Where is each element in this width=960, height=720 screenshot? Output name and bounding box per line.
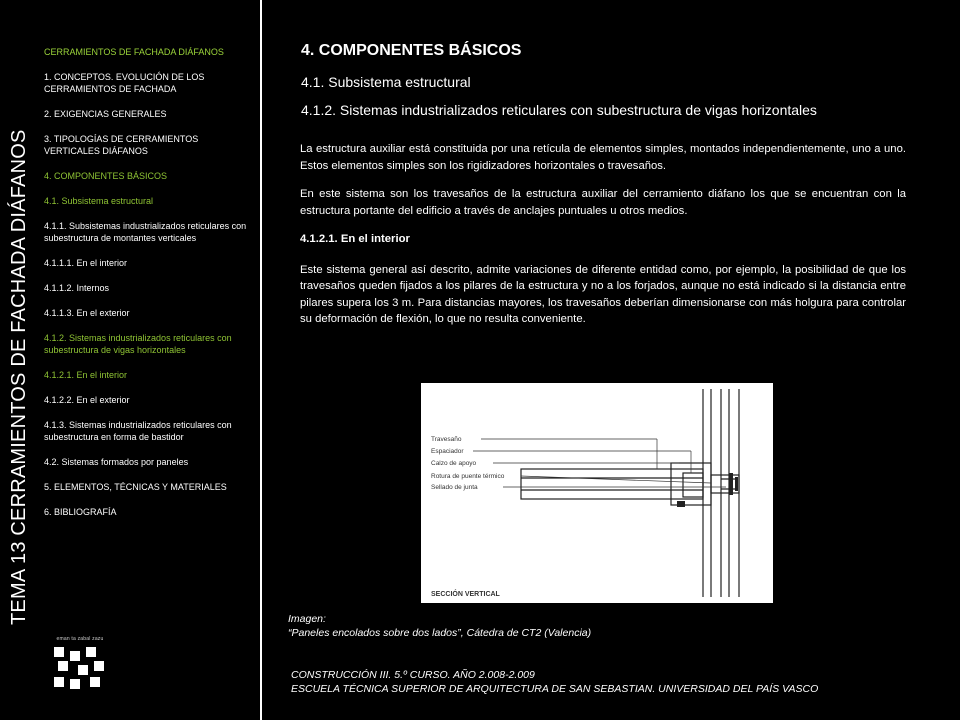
nav-item[interactable]: 4.1.3. Sistemas industrializados reticulares con subestructura en forma de bastidor	[44, 420, 232, 442]
footer-course: CONSTRUCCIÓN III. 5.º CURSO. AÑO 2.008-2.009	[291, 669, 535, 681]
nav-item[interactable]: 4.1.1.2. Internos	[44, 283, 110, 293]
caption-text: “Paneles encolados sobre dos lados”, Cátedra de CT2 (Valencia)	[288, 627, 592, 639]
nav-item[interactable]: 3. TIPOLOGÍAS DE CERRAMIENTOS VERTICALES DIÁFANOS	[44, 134, 199, 156]
figure-label: Calzo de apoyo	[431, 460, 477, 467]
footer	[291, 668, 818, 696]
image-caption	[288, 612, 591, 640]
nav-item[interactable]: 2. EXIGENCIAS GENERALES	[44, 109, 167, 119]
nav-item[interactable]: 4. COMPONENTES BÁSICOS	[44, 171, 168, 181]
body-text	[300, 141, 906, 340]
paragraph-3: Este sistema general así descrito, admite variaciones de diferente entidad como, por ejemplo, la posibilidad de que los travesaños queden fijados a los pilares de la estructura y no a los forjados, aunque no está indicado si la distancia entre pilares supera los 3 m. Para distancias mayores, los travesaños deberían dimensionarse con más holgura para controlar su deformación de flexión, lo que no resulta conveniente.	[300, 263, 906, 325]
side-title: TEMA 13 CERRAMIENTOS DE FACHADA DIÁFANOS	[8, 129, 30, 625]
nav-item[interactable]: 4.1.2. Sistemas industrializados reticulares con subestructura de vigas horizontales	[44, 333, 232, 355]
sidebar-nav	[44, 46, 256, 531]
footer-school: ESCUELA TÉCNICA SUPERIOR DE ARQUITECTURA DE SAN SEBASTIAN. UNIVERSIDAD DEL PAÍS VASCO	[291, 683, 819, 695]
sidebar-divider	[260, 0, 262, 720]
nav-item[interactable]: 4.1.2.1. En el interior	[44, 370, 128, 380]
nav-item[interactable]: 6. BIBLIOGRAFÍA	[44, 507, 117, 517]
nav-item[interactable]: 4.1.1.3. En el exterior	[44, 308, 130, 318]
nav-item[interactable]: 5. ELEMENTOS, TÉCNICAS Y MATERIALES	[44, 482, 227, 492]
heading-level3: 4.1.2. Sistemas industrializados reticulares con subestructura de vigas horizontales	[301, 102, 817, 118]
subheading: 4.1.2.1. En el interior	[300, 233, 410, 245]
logo-mark-icon	[50, 645, 110, 691]
heading-level1: 4. COMPONENTES BÁSICOS	[301, 42, 522, 59]
nav-item[interactable]: 4.1. Subsistema estructural	[44, 196, 154, 206]
section-drawing	[421, 383, 773, 603]
nav-item[interactable]: 4.2. Sistemas formados por paneles	[44, 457, 189, 467]
nav-item[interactable]: 4.1.1. Subsistemas industrializados reticulares con subestructura de montantes verticales	[44, 221, 247, 243]
figure-label: Rotura de puente térmico	[431, 473, 505, 480]
paragraph-2: En este sistema son los travesaños de la estructura auxiliar del cerramiento diáfano los que se encuentran con la estructura portante del edificio a través de anclajes puntuales u otros medios.	[300, 188, 906, 217]
paragraph-1: La estructura auxiliar está constituida por una retícula de elementos simples, montados independientemente, uno a uno. Estos elementos simples son los rigidizadores horizontales o travesaños.	[300, 143, 906, 172]
university-logo	[50, 636, 110, 692]
nav-item[interactable]: 4.1.1.1. En el interior	[44, 258, 128, 268]
nav-item[interactable]: 1. CONCEPTOS. EVOLUCIÓN DE LOS CERRAMIENTOS DE FACHADA	[44, 72, 205, 94]
logo-caption: eman ta zabal zazu	[56, 636, 104, 642]
nav-item[interactable]: CERRAMIENTOS DE FACHADA DIÁFANOS	[44, 47, 224, 57]
figure-section-title: SECCIÓN VERTICAL	[431, 591, 500, 598]
figure-label: Sellado de junta	[431, 484, 478, 491]
figure-label: Espaciador	[431, 448, 464, 455]
figure-label: Travesaño	[431, 436, 462, 443]
heading-level2: 4.1. Subsistema estructural	[301, 74, 471, 90]
caption-label: Imagen:	[288, 613, 326, 625]
nav-item[interactable]: 4.1.2.2. En el exterior	[44, 395, 130, 405]
